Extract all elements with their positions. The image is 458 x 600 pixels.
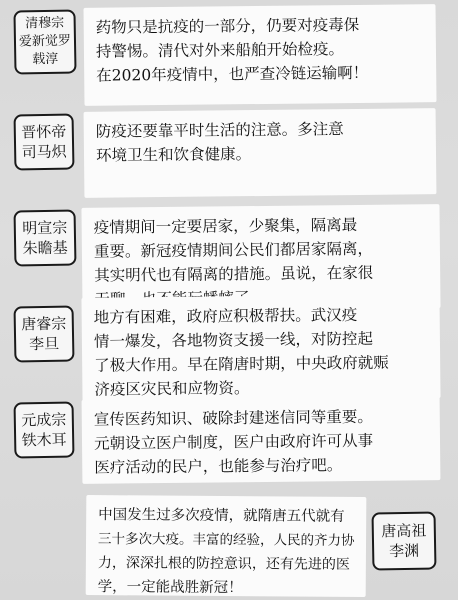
avatar-name-line: 晋怀帝 [21, 122, 67, 142]
avatar-sender-2[interactable] [14, 113, 75, 170]
message-line: 疫情期间一定要居家，少聚集，隔离最 [93, 215, 358, 237]
message-line: 在2020年疫情中，也严查冷链运输啊！ [96, 63, 369, 85]
avatar-sender-6[interactable] [371, 511, 436, 570]
avatar-sender-1[interactable] [13, 9, 76, 74]
message-bubble-1 [83, 4, 436, 106]
avatar-name-line: 李渊 [389, 541, 420, 561]
message-line: 持警惕。清代对外来船舶开始检疫。 [95, 40, 345, 61]
avatar-name-line: 清穆宗 [25, 15, 65, 32]
avatar-name-line: 载淳 [32, 51, 59, 68]
message-line: 了极大作用。早在隋唐时期，中央政府就赈 [94, 353, 389, 375]
message-line: 情一爆发，各地物资支援一线，对防控起 [93, 329, 374, 351]
message-bubble-2 [84, 108, 437, 198]
message-line: 学，一定能战胜新冠！ [97, 579, 243, 597]
avatar-sender-3[interactable] [14, 209, 77, 266]
message-line: 地方有困难，政府应积极帮扶。武汉疫 [93, 305, 358, 327]
message-line: 力，深深扎根的防控意识，还有先进的医 [97, 555, 350, 573]
message-line: 济疫区灾民和应物资。 [94, 379, 250, 399]
avatar-sender-5[interactable] [14, 401, 75, 458]
message-line: 其实明代也有隔离的措施。虽说，在家很 [94, 263, 374, 285]
message-line: 重要。新冠疫情期间公民们都居家隔离， [93, 239, 374, 261]
message-line: 医疗活动的民户，也能参与治疗吧。 [94, 456, 343, 477]
avatar-name-line: 爱新觉罗 [18, 33, 72, 50]
avatar-name-line: 唐睿宗 [21, 314, 67, 334]
avatar-name-line: 明宣宗 [22, 218, 68, 238]
message-bubble-4 [81, 294, 440, 402]
message-line: 宣传医药知识、破除封建迷信同等重要。 [93, 407, 373, 429]
message-bubble-6 [86, 495, 367, 597]
avatar-name-line: 唐高祖 [381, 521, 427, 541]
message-line: 中国发生过多次疫情，就隋唐五代就有 [98, 507, 345, 525]
avatar-name-line: 铁木耳 [21, 430, 67, 450]
avatar-name-line: 元成宗 [21, 410, 67, 430]
avatar-name-line: 司马炽 [21, 142, 67, 162]
avatar-name-line: 朱瞻基 [22, 238, 68, 258]
message-line: 药物只是抗疫的一部分，仍要对疫毒保 [95, 15, 360, 37]
message-bubble-5 [82, 396, 441, 484]
avatar-name-line: 李旦 [29, 334, 60, 354]
message-line: 防疫还要靠平时生活的注意。多注意 [95, 120, 344, 141]
message-line: 元朝设立医户制度，医户由政府许可从事 [93, 431, 374, 453]
message-line: 三十多次大疫。丰富的经验，人民的齐力协 [97, 531, 355, 549]
message-line: 环境卫生和饮食健康。 [95, 145, 252, 165]
avatar-sender-4[interactable] [14, 305, 75, 362]
